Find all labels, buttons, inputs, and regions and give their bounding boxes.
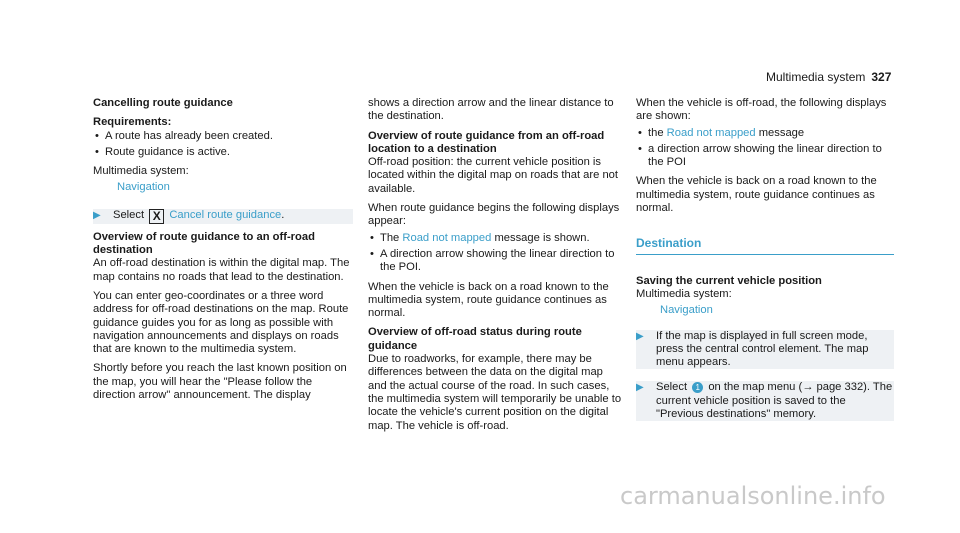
requirements-list [93, 130, 353, 160]
heading-saving-position: Saving the current vehicle position [636, 274, 822, 287]
action-step: ▶ Select 1 on the map menu (→ page 332). The current vehicle position is saved to the "Previous destinations" memory. [636, 381, 893, 421]
paragraph: When the vehicle is off-road, the following displays are shown: [636, 97, 887, 123]
section-title-destination: Destination [636, 237, 894, 254]
display-list [636, 127, 894, 170]
bullet-icon: • [370, 231, 374, 244]
cancel-route-link[interactable]: Cancel route guidance [169, 208, 282, 221]
heading-offroad-status: Overview of off-road status during route guidance [368, 326, 582, 352]
system-label: Multimedia system: [636, 287, 732, 300]
heading-cancel-route: Cancelling route guidance [93, 97, 233, 109]
requirements-label: Requirements: [93, 116, 172, 129]
column-1 [93, 97, 353, 402]
paragraph: You can enter geo-coordinates or a three word address for off-road destinations on the map. Route guidance guides you for as long as possible with navigation announcements and displays on roads that are known to the multimedia system. [93, 289, 349, 356]
watermark: carmanualsonline.info [620, 482, 886, 510]
display-list [368, 232, 623, 275]
paragraph: When route guidance begins the following displays appear: [368, 202, 620, 228]
heading-overview-offroad-dest: Overview of route guidance to an off-road destination [93, 230, 315, 257]
callout-number-icon: 1 [692, 382, 703, 393]
header-title: Multimedia system [766, 70, 866, 84]
paragraph: Shortly before you reach the last known position on the map, you will hear the "Please follow the direction arrow" announcement. The display [93, 362, 347, 402]
paragraph: shows a direction arrow and the linear distance to the destination. [368, 97, 614, 123]
page-number: 327 [871, 70, 892, 84]
paragraph: When the vehicle is back on a road known to the multimedia system, route guidance continues as normal. [636, 175, 877, 215]
road-not-mapped-label: Road not mapped [666, 126, 756, 139]
list-item: • a direction arrow showing the linear direction to the POI [638, 142, 882, 169]
running-header [766, 71, 891, 84]
triangle-right-icon: ▶ [636, 330, 644, 342]
heading-overview-offroad-location: Overview of route guidance from an off-road location to a destination [368, 129, 605, 155]
action-step: ▶ Select X Cancel route guidance. [93, 209, 353, 224]
triangle-right-icon: ▶ [636, 382, 644, 394]
list-item: • Route guidance is active. [95, 145, 231, 158]
list-item: • A route has already been created. [95, 129, 273, 142]
nav-link[interactable]: Navigation [117, 181, 170, 194]
triangle-right-icon: ▶ [93, 209, 101, 221]
action-step: ▶ If the map is displayed in full screen mode, press the central control element. The map menu appears. [636, 330, 894, 370]
column-2 [368, 97, 623, 433]
nav-link[interactable]: Navigation [660, 304, 713, 317]
column-3 [636, 97, 894, 421]
bullet-icon: • [95, 129, 99, 142]
list-item: • A direction arrow showing the linear direction to the POI. [370, 247, 615, 274]
paragraph: Due to roadworks, for example, there may be differences between the data on the digital map and the actual course of the road. In such cases, the multimedia system will temporarily be unable to locate the vehicle's current position on the digital map. The vehicle is off-road. [368, 353, 622, 432]
paragraph: An off-road destination is within the digital map. The map contains no roads that lead to the destination. [93, 257, 350, 283]
bullet-icon: • [638, 126, 642, 139]
list-item: • The Road not mapped message is shown. [370, 231, 590, 244]
cancel-route-x-icon: X [149, 209, 164, 224]
bullet-icon: • [95, 145, 99, 158]
bullet-icon: • [638, 142, 642, 155]
road-not-mapped-label: Road not mapped [402, 231, 492, 244]
bullet-icon: • [370, 247, 374, 260]
list-item: • the Road not mapped message [638, 126, 805, 139]
system-label: Multimedia system: [93, 165, 189, 178]
paragraph: Off-road position: the current vehicle position is located within the digital map on roads that are not available. [368, 156, 619, 195]
paragraph: When the vehicle is back on a road known to the multimedia system, route guidance continues as normal. [368, 280, 609, 320]
